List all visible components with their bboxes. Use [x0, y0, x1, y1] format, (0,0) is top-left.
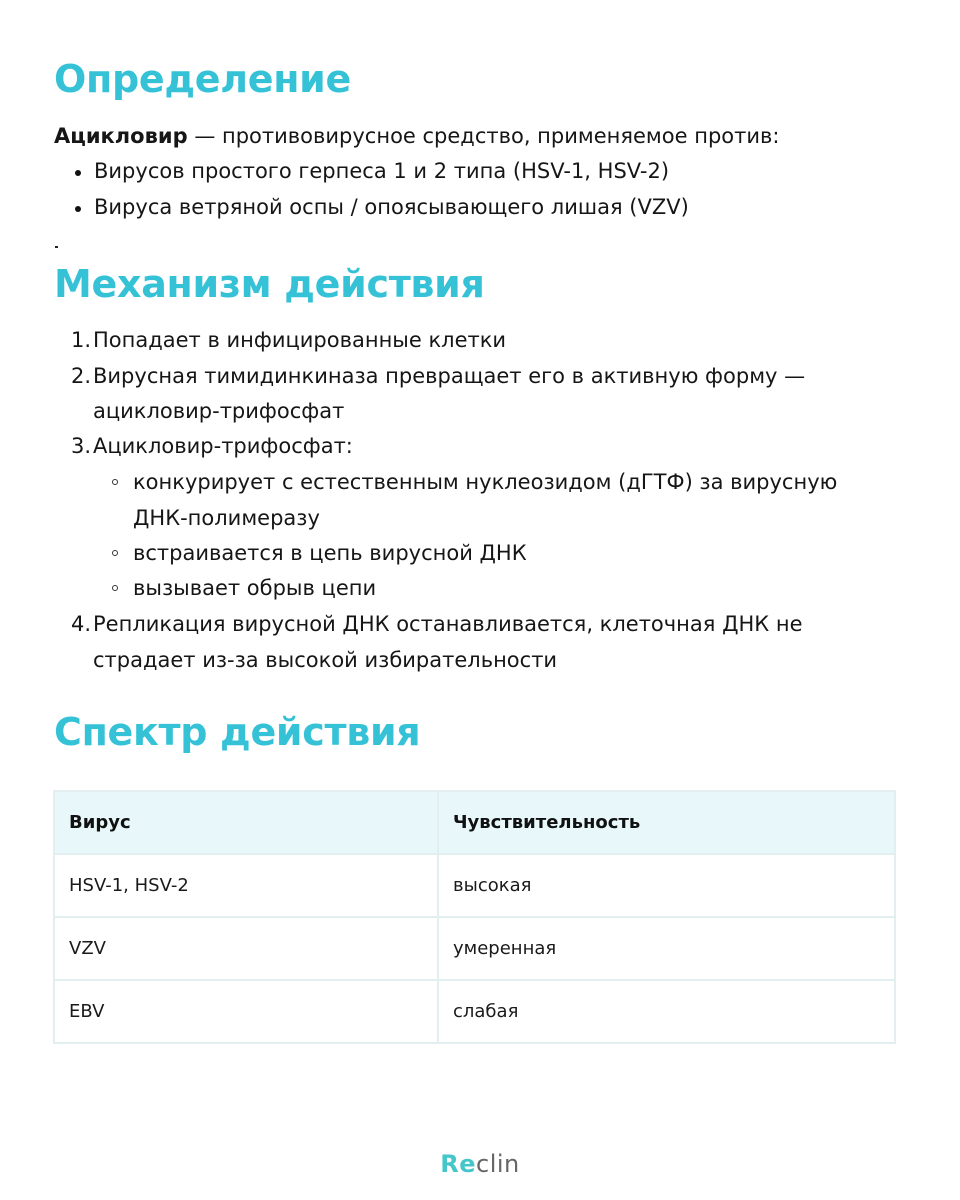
- table-row: [54, 980, 895, 1043]
- logo-part-re: Re: [440, 1150, 476, 1178]
- term-acyclovir: Ацикловир: [54, 124, 188, 148]
- cell-virus: VZV: [54, 917, 438, 980]
- heading-spectrum: Спектр действия: [54, 710, 421, 754]
- heading-mechanism: Механизм действия: [54, 262, 485, 306]
- cell-sensitivity: высокая: [438, 854, 895, 917]
- heading-definition: Определение: [54, 57, 351, 101]
- column-header-virus: Вирус: [54, 791, 438, 854]
- step-text: Репликация вирусной ДНК останавливается, клеточная ДНК не: [93, 612, 803, 636]
- definition-bullet: Вируса ветряной оспы / опоясывающего лишая (VZV): [94, 195, 689, 219]
- definition-text: — противовирусное средство, применяемое против:: [187, 124, 780, 148]
- substep-text: встраивается в цепь вирусной ДНК: [133, 541, 527, 565]
- spectrum-table: [53, 790, 896, 1044]
- definition-bullet: Вирусов простого герпеса 1 и 2 типа (HSV-1, HSV-2): [94, 159, 670, 183]
- definition-intro: [54, 126, 779, 147]
- bullet-icon: [75, 170, 81, 176]
- step-text-cont: ацикловир-трифосфат: [93, 399, 345, 423]
- step-number: 1.: [70, 328, 91, 352]
- table-header-row: [54, 791, 895, 854]
- reclin-logo: [0, 1150, 960, 1178]
- circle-bullet-icon: [112, 479, 118, 485]
- table-row: [54, 917, 895, 980]
- step-number: 4.: [70, 612, 91, 636]
- cell-virus: HSV-1, HSV-2: [54, 854, 438, 917]
- circle-bullet-icon: [112, 550, 118, 556]
- step-text-cont: страдает из-за высокой избирательности: [93, 648, 558, 672]
- step-text: Вирусная тимидинкиназа превращает его в активную форму —: [93, 364, 806, 388]
- circle-bullet-icon: [112, 585, 118, 591]
- substep-text: вызывает обрыв цепи: [133, 576, 377, 600]
- stray-dot: [55, 246, 58, 248]
- step-number: 3.: [70, 434, 91, 458]
- step-text: Ацикловир-трифосфат:: [93, 434, 353, 458]
- cell-sensitivity: умеренная: [438, 917, 895, 980]
- substep-text-cont: ДНК-полимеразу: [133, 506, 320, 530]
- cell-sensitivity: слабая: [438, 980, 895, 1043]
- step-number: 2.: [70, 364, 91, 388]
- step-text: Попадает в инфицированные клетки: [93, 328, 507, 352]
- table-row: [54, 854, 895, 917]
- bullet-icon: [75, 206, 81, 212]
- substep-text: конкурирует с естественным нуклеозидом (дГТФ) за вирусную: [133, 470, 838, 494]
- cell-virus: EBV: [54, 980, 438, 1043]
- logo-part-clin: clin: [476, 1150, 520, 1178]
- column-header-sensitivity: Чувствительность: [438, 791, 895, 854]
